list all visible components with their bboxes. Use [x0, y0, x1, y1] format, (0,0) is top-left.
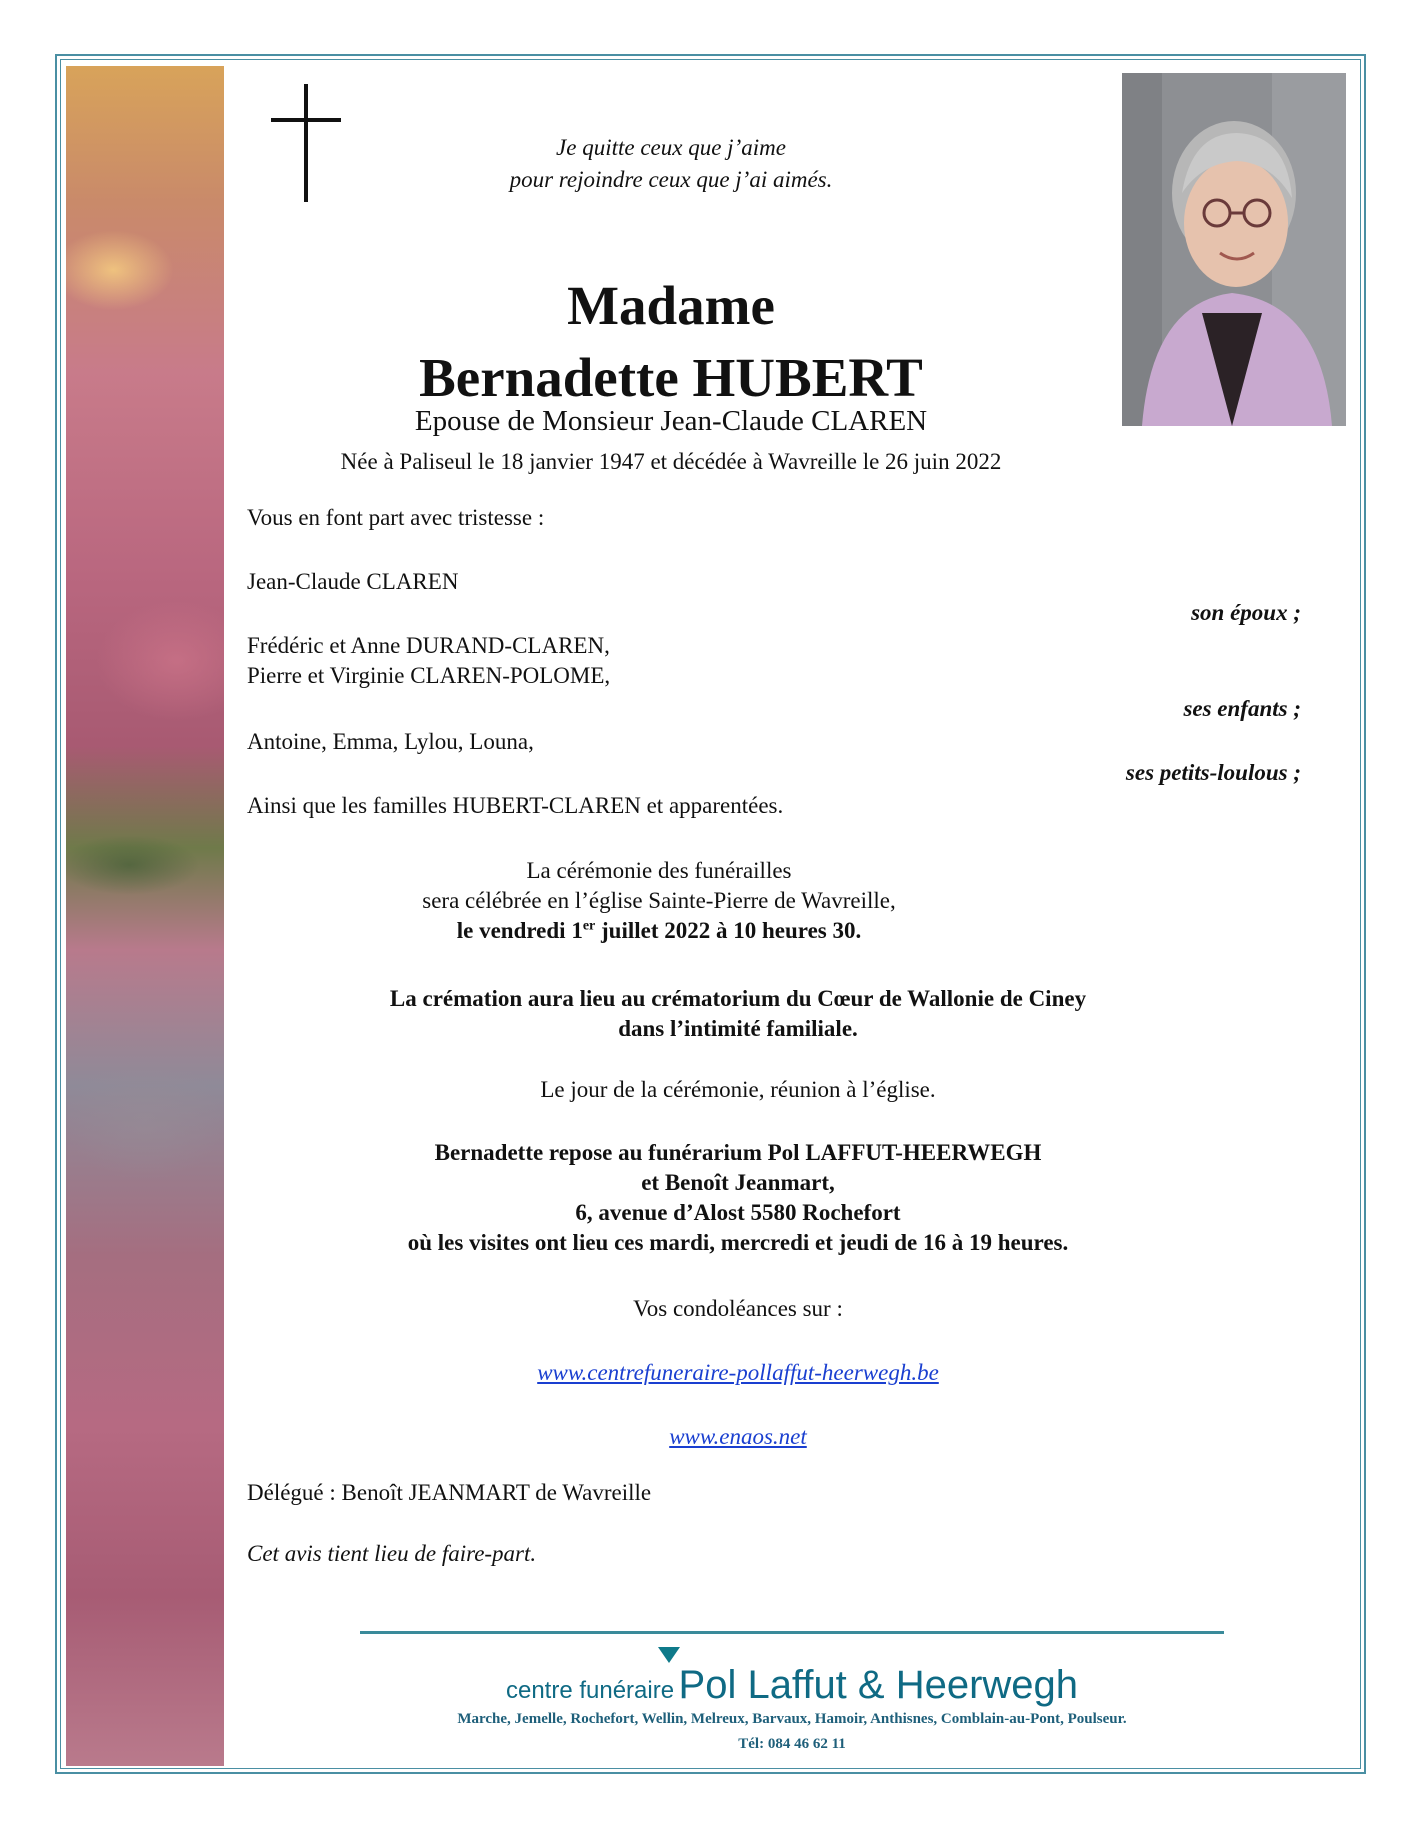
condolences-label: Vos condoléances sur : — [633, 1296, 843, 1321]
spouse-line: Epouse de Monsieur Jean-Claude CLAREN — [414, 405, 928, 437]
family-relation: ses enfants ; — [1183, 696, 1301, 721]
logo-divider — [360, 1631, 1224, 1634]
condolences-link-primary[interactable]: www.centrefuneraire-pollaffut-heerwegh.be — [537, 1360, 939, 1385]
ceremony-line: sera célébrée en l’église Sainte-Pierre de Wavreille, — [422, 888, 896, 913]
family-name: Jean-Claude CLAREN — [247, 569, 459, 594]
ceremony-date-sup: er — [582, 918, 596, 934]
cremation-line: dans l’intimité familiale. — [618, 1016, 858, 1041]
closing-note: Cet avis tient lieu de faire-part. — [247, 1541, 537, 1566]
ceremony-block — [246, 856, 1072, 946]
cremation-block — [246, 984, 1230, 1044]
meeting-info: Le jour de la cérémonie, réunion à l’église. — [540, 1077, 936, 1102]
quote — [246, 132, 1096, 196]
funerarium-block — [246, 1138, 1230, 1258]
ceremony-date-suffix: juillet 2022 à 10 heures 30. — [595, 918, 862, 943]
ceremony-line: La cérémonie des funérailles — [526, 858, 792, 883]
birth-death-dates: Née à Paliseul le 18 janvier 1947 et décédée à Wavreille le 26 juin 2022 — [340, 449, 1002, 474]
portrait-photo — [1122, 73, 1346, 426]
decorative-flower-strip — [66, 66, 224, 1766]
funerarium-line: 6, avenue d’Alost 5580 Rochefort — [575, 1200, 901, 1225]
condolences-link-container — [246, 1358, 1230, 1388]
funerarium-line: où les visites ont lieu ces mardi, mercredi et jeudi de 16 à 19 heures. — [407, 1230, 1069, 1255]
delegate-line: Délégué : Benoît JEANMART de Wavreille — [247, 1480, 652, 1505]
family-relation: ses petits-loulous ; — [1125, 760, 1301, 785]
deceased-name: Bernadette HUBERT — [419, 347, 923, 408]
condolences-link-container — [246, 1422, 1230, 1452]
quote-line: pour rejoindre ceux que j’ai aimés. — [509, 167, 833, 192]
ceremony-date — [246, 916, 1072, 946]
funerarium-line: et Benoît Jeanmart, — [641, 1170, 835, 1195]
family-name: Frédéric et Anne DURAND-CLAREN, — [247, 633, 610, 658]
quote-line: Je quitte ceux que j’aime — [556, 135, 786, 160]
logo-phone: Tél: 084 46 62 11 — [738, 1736, 846, 1752]
cremation-line: La crémation aura lieu au crématorium du Cœur de Wallonie de Ciney — [389, 986, 1087, 1011]
ceremony-date-prefix: le vendredi 1 — [456, 918, 583, 943]
family-relation: son époux ; — [1191, 600, 1301, 625]
logo-triangle-icon — [658, 1647, 680, 1663]
other-families: Ainsi que les familles HUBERT-CLAREN et apparentées. — [247, 793, 784, 818]
logo-name: Pol Laffut & Heerwegh — [678, 1663, 1079, 1707]
condolences-link-secondary[interactable]: www.enaos.net — [669, 1424, 807, 1449]
funeral-home-logo — [360, 1663, 1224, 1708]
deceased-name-block — [246, 270, 1096, 414]
logo-prefix: centre funéraire — [505, 1677, 675, 1704]
funerarium-line: Bernadette repose au funérarium Pol LAFFUT-HEERWEGH — [434, 1140, 1042, 1165]
logo-locations: Marche, Jemelle, Rochefort, Wellin, Melreux, Barvaux, Hamoir, Anthisnes, Comblain-au-Pont, Poulseur. — [457, 1711, 1127, 1727]
family-name: Pierre et Virginie CLAREN-POLOME, — [247, 663, 611, 688]
deceased-title: Madame — [567, 275, 775, 336]
family-name: Antoine, Emma, Lylou, Louna, — [247, 729, 534, 754]
announcement-intro: Vous en font part avec tristesse : — [247, 505, 545, 530]
